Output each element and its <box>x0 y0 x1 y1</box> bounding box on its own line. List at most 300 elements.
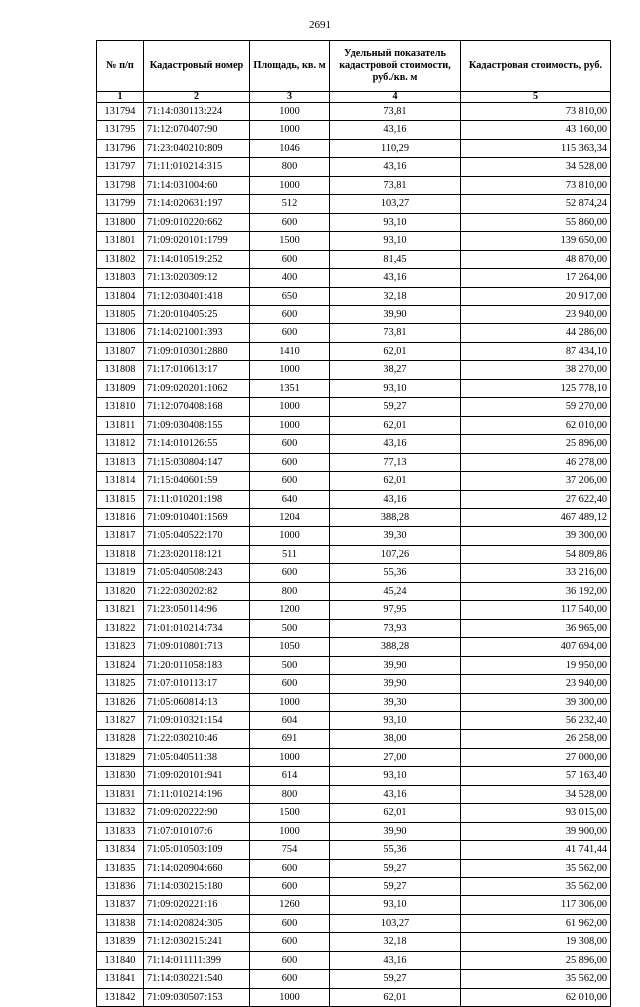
cadastral-number-cell: 71:12:070408:168 <box>144 398 250 416</box>
cadastral-number-cell: 71:09:030408:155 <box>144 416 250 434</box>
row-number-cell: 131829 <box>97 748 144 766</box>
row-number-cell: 131812 <box>97 435 144 453</box>
table-row <box>97 896 611 914</box>
cadastral-cost-cell: 23 940,00 <box>461 305 611 323</box>
cadastral-cost-cell: 46 278,00 <box>461 453 611 471</box>
row-number-cell: 131818 <box>97 545 144 563</box>
page-number: 2691 <box>309 19 331 31</box>
row-number-cell: 131827 <box>97 711 144 729</box>
area-cell: 600 <box>250 213 330 231</box>
unit-value-cell: 93,10 <box>330 767 461 785</box>
table-row <box>97 970 611 988</box>
table-row <box>97 324 611 342</box>
area-cell: 600 <box>250 970 330 988</box>
table-row <box>97 582 611 600</box>
area-cell: 800 <box>250 582 330 600</box>
cadastral-cost-cell: 25 896,00 <box>461 951 611 969</box>
table-row <box>97 232 611 250</box>
unit-value-cell: 32,18 <box>330 933 461 951</box>
cadastral-cost-cell: 467 489,12 <box>461 508 611 526</box>
row-number-cell: 131823 <box>97 638 144 656</box>
cadastral-cost-cell: 56 232,40 <box>461 711 611 729</box>
header-row-number: № п/п <box>97 41 144 92</box>
table-body <box>97 103 611 1007</box>
cadastral-number-cell: 71:22:030210:46 <box>144 730 250 748</box>
table-row <box>97 878 611 896</box>
cadastral-cost-cell: 39 300,00 <box>461 527 611 545</box>
table-row <box>97 103 611 121</box>
row-number-cell: 131795 <box>97 121 144 139</box>
cadastral-cost-cell: 41 741,44 <box>461 841 611 859</box>
unit-value-cell: 55,36 <box>330 564 461 582</box>
header-cadastral-number: Кадастровый номер <box>144 41 250 92</box>
unit-value-cell: 110,29 <box>330 139 461 157</box>
area-cell: 1351 <box>250 379 330 397</box>
row-number-cell: 131841 <box>97 970 144 988</box>
area-cell: 600 <box>250 933 330 951</box>
cadastral-number-cell: 71:09:010401:1569 <box>144 508 250 526</box>
row-number-cell: 131800 <box>97 213 144 231</box>
cadastral-number-cell: 71:20:011058:183 <box>144 656 250 674</box>
table-row <box>97 601 611 619</box>
cadastral-number-cell: 71:11:010214:315 <box>144 158 250 176</box>
row-number-cell: 131838 <box>97 914 144 932</box>
cadastral-cost-cell: 27 000,00 <box>461 748 611 766</box>
unit-value-cell: 73,81 <box>330 103 461 121</box>
area-cell: 1046 <box>250 139 330 157</box>
unit-value-cell: 388,28 <box>330 638 461 656</box>
cadastral-number-cell: 71:14:030221:540 <box>144 970 250 988</box>
cadastral-number-cell: 71:20:010405:25 <box>144 305 250 323</box>
area-cell: 1000 <box>250 527 330 545</box>
table-row <box>97 416 611 434</box>
unit-value-cell: 39,30 <box>330 527 461 545</box>
table-row <box>97 453 611 471</box>
area-cell: 1410 <box>250 342 330 360</box>
area-cell: 1500 <box>250 232 330 250</box>
row-number-cell: 131839 <box>97 933 144 951</box>
unit-value-cell: 39,90 <box>330 675 461 693</box>
table-row <box>97 748 611 766</box>
cadastral-cost-cell: 62 010,00 <box>461 416 611 434</box>
table-row <box>97 933 611 951</box>
unit-value-cell: 81,45 <box>330 250 461 268</box>
cadastral-cost-cell: 125 778,10 <box>461 379 611 397</box>
table-row <box>97 305 611 323</box>
cadastral-cost-cell: 23 940,00 <box>461 675 611 693</box>
area-cell: 600 <box>250 859 330 877</box>
area-cell: 600 <box>250 324 330 342</box>
cadastral-number-cell: 71:11:010201:198 <box>144 490 250 508</box>
row-number-cell: 131830 <box>97 767 144 785</box>
row-number-cell: 131832 <box>97 804 144 822</box>
header-area: Площадь, кв. м <box>250 41 330 92</box>
column-number: 1 <box>97 92 144 103</box>
cadastral-cost-cell: 26 258,00 <box>461 730 611 748</box>
area-cell: 1204 <box>250 508 330 526</box>
unit-value-cell: 59,27 <box>330 878 461 896</box>
cadastral-number-cell: 71:17:010613:17 <box>144 361 250 379</box>
unit-value-cell: 43,16 <box>330 951 461 969</box>
unit-value-cell: 77,13 <box>330 453 461 471</box>
cadastral-cost-cell: 117 540,00 <box>461 601 611 619</box>
unit-value-cell: 59,27 <box>330 970 461 988</box>
cadastral-cost-cell: 36 192,00 <box>461 582 611 600</box>
area-cell: 1000 <box>250 103 330 121</box>
cadastral-cost-cell: 61 962,00 <box>461 914 611 932</box>
area-cell: 754 <box>250 841 330 859</box>
unit-value-cell: 93,10 <box>330 213 461 231</box>
table-row <box>97 859 611 877</box>
table-row <box>97 472 611 490</box>
cadastral-number-cell: 71:14:010519:252 <box>144 250 250 268</box>
unit-value-cell: 55,36 <box>330 841 461 859</box>
cadastral-number-cell: 71:23:020118:121 <box>144 545 250 563</box>
cadastral-number-cell: 71:14:030215:180 <box>144 878 250 896</box>
area-cell: 600 <box>250 951 330 969</box>
cadastral-number-cell: 71:14:020904:660 <box>144 859 250 877</box>
cadastral-number-cell: 71:14:011111:399 <box>144 951 250 969</box>
cadastral-cost-cell: 25 896,00 <box>461 435 611 453</box>
row-number-cell: 131803 <box>97 269 144 287</box>
column-number: 2 <box>144 92 250 103</box>
unit-value-cell: 107,26 <box>330 545 461 563</box>
table-row <box>97 176 611 194</box>
cadastral-cost-cell: 57 163,40 <box>461 767 611 785</box>
area-cell: 1000 <box>250 176 330 194</box>
cadastral-number-cell: 71:12:030401:418 <box>144 287 250 305</box>
row-number-cell: 131835 <box>97 859 144 877</box>
area-cell: 600 <box>250 564 330 582</box>
cadastral-number-cell: 71:13:020309:12 <box>144 269 250 287</box>
cadastral-cost-cell: 55 860,00 <box>461 213 611 231</box>
row-number-cell: 131822 <box>97 619 144 637</box>
unit-value-cell: 43,16 <box>330 490 461 508</box>
unit-value-cell: 27,00 <box>330 748 461 766</box>
table-row <box>97 287 611 305</box>
row-number-cell: 131811 <box>97 416 144 434</box>
unit-value-cell: 103,27 <box>330 195 461 213</box>
area-cell: 1000 <box>250 748 330 766</box>
unit-value-cell: 62,01 <box>330 416 461 434</box>
row-number-cell: 131807 <box>97 342 144 360</box>
table-row <box>97 121 611 139</box>
area-cell: 614 <box>250 767 330 785</box>
row-number-cell: 131813 <box>97 453 144 471</box>
cadastral-cost-cell: 34 528,00 <box>461 785 611 803</box>
area-cell: 650 <box>250 287 330 305</box>
table-row <box>97 361 611 379</box>
unit-value-cell: 93,10 <box>330 711 461 729</box>
unit-value-cell: 59,27 <box>330 859 461 877</box>
cadastral-number-cell: 71:15:030804:147 <box>144 453 250 471</box>
cadastral-value-table <box>96 40 611 1007</box>
cadastral-cost-cell: 93 015,00 <box>461 804 611 822</box>
area-cell: 600 <box>250 878 330 896</box>
unit-value-cell: 62,01 <box>330 472 461 490</box>
cadastral-cost-cell: 37 206,00 <box>461 472 611 490</box>
cadastral-number-cell: 71:09:020101:941 <box>144 767 250 785</box>
area-cell: 604 <box>250 711 330 729</box>
cadastral-number-cell: 71:05:040508:243 <box>144 564 250 582</box>
cadastral-cost-cell: 36 965,00 <box>461 619 611 637</box>
table-row <box>97 730 611 748</box>
unit-value-cell: 39,90 <box>330 305 461 323</box>
cadastral-cost-cell: 73 810,00 <box>461 176 611 194</box>
area-cell: 600 <box>250 472 330 490</box>
area-cell: 600 <box>250 453 330 471</box>
table-row <box>97 564 611 582</box>
area-cell: 600 <box>250 914 330 932</box>
cadastral-number-cell: 71:05:040522:170 <box>144 527 250 545</box>
column-number: 5 <box>461 92 611 103</box>
cadastral-cost-cell: 48 870,00 <box>461 250 611 268</box>
table-row <box>97 841 611 859</box>
unit-value-cell: 73,93 <box>330 619 461 637</box>
cadastral-number-cell: 71:09:020101:1799 <box>144 232 250 250</box>
cadastral-number-cell: 71:23:050114:96 <box>144 601 250 619</box>
row-number-cell: 131814 <box>97 472 144 490</box>
area-cell: 600 <box>250 305 330 323</box>
cadastral-number-cell: 71:22:030202:82 <box>144 582 250 600</box>
row-number-cell: 131826 <box>97 693 144 711</box>
row-number-cell: 131805 <box>97 305 144 323</box>
row-number-cell: 131808 <box>97 361 144 379</box>
row-number-cell: 131799 <box>97 195 144 213</box>
area-cell: 800 <box>250 158 330 176</box>
unit-value-cell: 43,16 <box>330 121 461 139</box>
header-unit-value: Удельный показатель кадастровой стоимости, руб./кв. м <box>330 41 461 92</box>
unit-value-cell: 45,24 <box>330 582 461 600</box>
table-row <box>97 656 611 674</box>
cadastral-cost-cell: 17 264,00 <box>461 269 611 287</box>
row-number-cell: 131840 <box>97 951 144 969</box>
row-number-cell: 131819 <box>97 564 144 582</box>
table-row <box>97 951 611 969</box>
column-number: 3 <box>250 92 330 103</box>
area-cell: 1000 <box>250 693 330 711</box>
area-cell: 512 <box>250 195 330 213</box>
header-cadastral-cost: Кадастровая стоимость, руб. <box>461 41 611 92</box>
table-row <box>97 213 611 231</box>
row-number-cell: 131831 <box>97 785 144 803</box>
column-number: 4 <box>330 92 461 103</box>
unit-value-cell: 59,27 <box>330 398 461 416</box>
cadastral-cost-cell: 38 270,00 <box>461 361 611 379</box>
cadastral-cost-cell: 19 308,00 <box>461 933 611 951</box>
unit-value-cell: 73,81 <box>330 324 461 342</box>
unit-value-cell: 93,10 <box>330 896 461 914</box>
cadastral-cost-cell: 87 434,10 <box>461 342 611 360</box>
cadastral-number-cell: 71:15:040601:59 <box>144 472 250 490</box>
area-cell: 1200 <box>250 601 330 619</box>
row-number-cell: 131801 <box>97 232 144 250</box>
cadastral-number-cell: 71:14:020631:197 <box>144 195 250 213</box>
area-cell: 1000 <box>250 822 330 840</box>
cadastral-number-cell: 71:09:030507:153 <box>144 988 250 1006</box>
table-row <box>97 619 611 637</box>
table-row <box>97 914 611 932</box>
cadastral-cost-cell: 43 160,00 <box>461 121 611 139</box>
table-row <box>97 527 611 545</box>
table-row <box>97 490 611 508</box>
cadastral-number-cell: 71:11:010214:196 <box>144 785 250 803</box>
area-cell: 1000 <box>250 398 330 416</box>
cadastral-cost-cell: 54 809,86 <box>461 545 611 563</box>
table-row <box>97 988 611 1006</box>
table-row <box>97 545 611 563</box>
row-number-cell: 131820 <box>97 582 144 600</box>
header-row <box>97 41 611 92</box>
row-number-cell: 131806 <box>97 324 144 342</box>
area-cell: 800 <box>250 785 330 803</box>
cadastral-number-cell: 71:09:020222:90 <box>144 804 250 822</box>
cadastral-number-cell: 71:14:031004:60 <box>144 176 250 194</box>
cadastral-number-cell: 71:07:010113:17 <box>144 675 250 693</box>
table-row <box>97 250 611 268</box>
unit-value-cell: 39,30 <box>330 693 461 711</box>
table-row <box>97 638 611 656</box>
row-number-cell: 131837 <box>97 896 144 914</box>
cadastral-number-cell: 71:05:010503:109 <box>144 841 250 859</box>
cadastral-number-cell: 71:07:010107:6 <box>144 822 250 840</box>
table-row <box>97 785 611 803</box>
row-number-cell: 131824 <box>97 656 144 674</box>
unit-value-cell: 73,81 <box>330 176 461 194</box>
cadastral-number-cell: 71:12:030215:241 <box>144 933 250 951</box>
cadastral-number-cell: 71:05:060814:13 <box>144 693 250 711</box>
unit-value-cell: 39,90 <box>330 822 461 840</box>
cadastral-cost-cell: 115 363,34 <box>461 139 611 157</box>
cadastral-cost-cell: 35 562,00 <box>461 878 611 896</box>
unit-value-cell: 38,27 <box>330 361 461 379</box>
unit-value-cell: 43,16 <box>330 785 461 803</box>
table-row <box>97 269 611 287</box>
row-number-cell: 131810 <box>97 398 144 416</box>
cadastral-cost-cell: 19 950,00 <box>461 656 611 674</box>
area-cell: 1050 <box>250 638 330 656</box>
cadastral-cost-cell: 407 694,00 <box>461 638 611 656</box>
cadastral-cost-cell: 62 010,00 <box>461 988 611 1006</box>
cadastral-number-cell: 71:14:010126:55 <box>144 435 250 453</box>
area-cell: 1000 <box>250 988 330 1006</box>
unit-value-cell: 43,16 <box>330 158 461 176</box>
row-number-cell: 131821 <box>97 601 144 619</box>
table-row <box>97 675 611 693</box>
cadastral-number-cell: 71:14:021001:393 <box>144 324 250 342</box>
area-cell: 600 <box>250 250 330 268</box>
table-row <box>97 804 611 822</box>
unit-value-cell: 93,10 <box>330 232 461 250</box>
row-number-cell: 131804 <box>97 287 144 305</box>
table-row <box>97 435 611 453</box>
cadastral-number-cell: 71:05:040511:38 <box>144 748 250 766</box>
area-cell: 691 <box>250 730 330 748</box>
table-row <box>97 195 611 213</box>
unit-value-cell: 43,16 <box>330 435 461 453</box>
row-number-cell: 131797 <box>97 158 144 176</box>
unit-value-cell: 39,90 <box>330 656 461 674</box>
cadastral-number-cell: 71:14:030113:224 <box>144 103 250 121</box>
cadastral-number-cell: 71:09:010301:2880 <box>144 342 250 360</box>
row-number-cell: 131817 <box>97 527 144 545</box>
unit-value-cell: 43,16 <box>330 269 461 287</box>
unit-value-cell: 38,00 <box>330 730 461 748</box>
unit-value-cell: 62,01 <box>330 804 461 822</box>
table-row <box>97 822 611 840</box>
area-cell: 1260 <box>250 896 330 914</box>
table-row <box>97 711 611 729</box>
cadastral-number-cell: 71:09:010220:662 <box>144 213 250 231</box>
area-cell: 511 <box>250 545 330 563</box>
cadastral-cost-cell: 139 650,00 <box>461 232 611 250</box>
table-row <box>97 379 611 397</box>
cadastral-cost-cell: 39 300,00 <box>461 693 611 711</box>
cadastral-number-cell: 71:01:010214:734 <box>144 619 250 637</box>
area-cell: 1000 <box>250 361 330 379</box>
cadastral-cost-cell: 44 286,00 <box>461 324 611 342</box>
row-number-cell: 131815 <box>97 490 144 508</box>
cadastral-cost-cell: 27 622,40 <box>461 490 611 508</box>
table-row <box>97 158 611 176</box>
cadastral-number-cell: 71:12:070407:90 <box>144 121 250 139</box>
row-number-cell: 131798 <box>97 176 144 194</box>
cadastral-number-cell: 71:09:010321:154 <box>144 711 250 729</box>
row-number-cell: 131794 <box>97 103 144 121</box>
cadastral-number-cell: 71:09:020221:16 <box>144 896 250 914</box>
unit-value-cell: 93,10 <box>330 379 461 397</box>
table-row <box>97 342 611 360</box>
cadastral-cost-cell: 34 528,00 <box>461 158 611 176</box>
table-row <box>97 767 611 785</box>
unit-value-cell: 388,28 <box>330 508 461 526</box>
cadastral-cost-cell: 20 917,00 <box>461 287 611 305</box>
area-cell: 1500 <box>250 804 330 822</box>
row-number-cell: 131796 <box>97 139 144 157</box>
area-cell: 1000 <box>250 416 330 434</box>
cadastral-cost-cell: 35 562,00 <box>461 970 611 988</box>
cadastral-number-cell: 71:09:020201:1062 <box>144 379 250 397</box>
cadastral-number-cell: 71:23:040210:809 <box>144 139 250 157</box>
cadastral-cost-cell: 52 874,24 <box>461 195 611 213</box>
cadastral-cost-cell: 39 900,00 <box>461 822 611 840</box>
table-row <box>97 398 611 416</box>
row-number-cell: 131802 <box>97 250 144 268</box>
cadastral-number-cell: 71:14:020824:305 <box>144 914 250 932</box>
row-number-cell: 131833 <box>97 822 144 840</box>
cadastral-cost-cell: 33 216,00 <box>461 564 611 582</box>
unit-value-cell: 62,01 <box>330 988 461 1006</box>
column-number-row <box>97 92 611 103</box>
row-number-cell: 131828 <box>97 730 144 748</box>
area-cell: 1000 <box>250 121 330 139</box>
table-row <box>97 508 611 526</box>
area-cell: 500 <box>250 656 330 674</box>
area-cell: 500 <box>250 619 330 637</box>
cadastral-cost-cell: 59 270,00 <box>461 398 611 416</box>
row-number-cell: 131809 <box>97 379 144 397</box>
unit-value-cell: 97,95 <box>330 601 461 619</box>
row-number-cell: 131836 <box>97 878 144 896</box>
unit-value-cell: 32,18 <box>330 287 461 305</box>
area-cell: 600 <box>250 435 330 453</box>
unit-value-cell: 103,27 <box>330 914 461 932</box>
area-cell: 400 <box>250 269 330 287</box>
cadastral-cost-cell: 73 810,00 <box>461 103 611 121</box>
area-cell: 640 <box>250 490 330 508</box>
cadastral-cost-cell: 35 562,00 <box>461 859 611 877</box>
row-number-cell: 131825 <box>97 675 144 693</box>
